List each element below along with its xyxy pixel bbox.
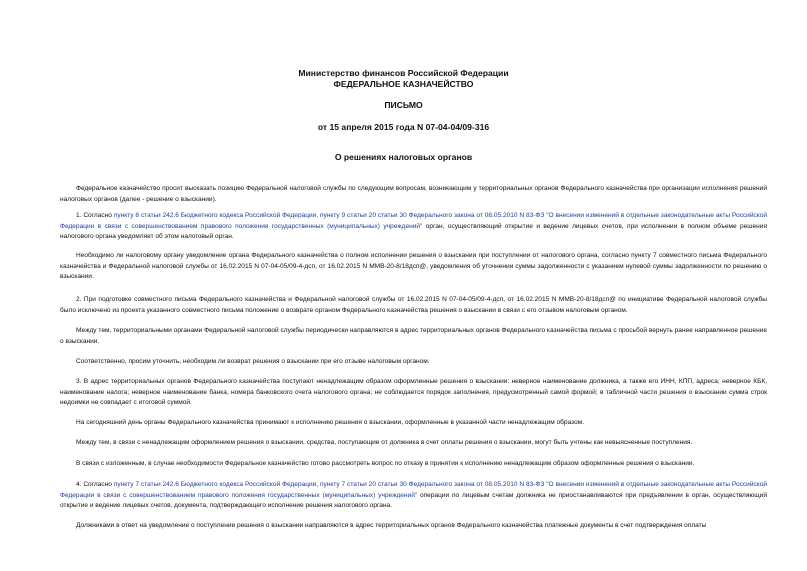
paragraph-2-request: Соответственно, просим уточнить, необходим ли возврат решения о взыскании при его отзыве налоговым органом. (76, 358, 430, 365)
paragraph-3: 3. В адрес территориальных органов Федерального казначейства поступают ненадлежащим образом оформленные решения о взыскании: неверное наименование должника, а также его ИНН, КПП, адреса; неверное КБК, наименование налога; неверное наименование банка, номера банковского счета налогового органа; не соблюдается порядок заполнения, предусмотренный самой формой; в табличной части решения о взыскании сумма строк недоимки не совпадает с итоговой суммой. (60, 378, 767, 407)
paragraph-1 (60, 211, 767, 243)
paragraph-3-issue: Между тем, в связи с ненадлежащим оформлением решения о взыскании, средства, поступающие от должника в счет оплаты решения о взыскании, могут быть учтены как невыясненные поступления. (76, 439, 693, 446)
paragraph-1-question: Необходимо ли налоговому органу уведомление органа Федерального казначейства о полном исполнении решения о взыскании при поступлении от налогового органа, согласно пункту 7 совместного письма Федерального казначейства и Федеральной налоговой службы от 16.02.2015 N 07-04-05/09-4-дсп, от 16.02.2015 N ММВ-20-8/18дсп@, уведомления об уточнении суммы задолженности с указанием нулевой суммы задолженности по решению о взыскании. (60, 252, 767, 281)
paragraph-4-prefix: 4. Согласно (76, 481, 114, 488)
paragraph-2-context: Между тем, территориальными органами Федеральной налоговой службы периодически направляются в адрес территориальных органов Федерального казначейства письма с просьбой вернуть ранее направленное решение о взыскании. (60, 327, 767, 345)
paragraph-4-suffix: операции по лицевым счетам должника не приостанавливаются при предъявлении в орган, осуществляющий открытие и ведение лицевых счетов, документа, подтверждающего исполнение решения налогового органа. (60, 491, 767, 510)
paragraph-intro: Федеральное казначейство просит высказать позицию Федеральной налоговой службы по следующим вопросам, возникающим у территориальных органов Федерального казначейства при организации исполнения решений налоговых органов (далее - решение о взыскании). (60, 185, 767, 203)
document-date-number: от 15 апреля 2015 года N 07-04-04/09-316 (317, 122, 490, 132)
paragraph-4 (60, 480, 767, 512)
document-subject: О решениях налоговых органов (334, 152, 473, 162)
agency-name: ФЕДЕРАЛЬНОЕ КАЗНАЧЕЙСТВО (333, 79, 474, 89)
paragraph-1-prefix: 1. Согласно (76, 212, 114, 219)
legal-reference-link-1[interactable]: пункту 8 статьи 242.6 Бюджетного кодекса Российской Федерации, пункту 9 статьи 20 статьи 30 Федерального закона от 08.05.2010 N 83-ФЗ "О внесении изменений в отдельные законодательные акты Российской Федерации в связи с совершенствованием правового положения государственных (муниципальных) учреждений" (60, 212, 767, 230)
legal-reference-link-2[interactable]: пункту 7 статьи 242.6 Бюджетного кодекса Российской Федерации, пункту 7 статьи 20 статьи 30 Федерального закона от 08.05.2010 N 83-ФЗ "О внесении изменений в отдельные законодательные акты Российской Федерации в связи с совершенствованием правового положения государственных (муниципальных) учреждений" (60, 481, 767, 499)
document-type: ПИСЬМО (384, 100, 423, 110)
paragraph-1-suffix: орган, осуществляющий открытие и ведение лицевых счетов, при исполнении в полном объеме решения налогового органа уведомляет об этом налоговый орган. (60, 222, 768, 241)
paragraph-3-current: На сегодняшний день органы Федерального казначейства принимают к исполнению решения о взыскании, оформленные в указанной части ненадлежащим образом. (76, 419, 585, 426)
paragraph-4-debtors: Должниками в ответ на уведомление о поступлении решения о взыскании направляются в адрес территориальных органов Федерального казначейства платежные документы в счет подтверждения оплаты (76, 522, 707, 529)
paragraph-3-proposal: В связи с изложенным, в случае необходимости Федеральное казначейство готово рассмотреть вопрос по отказу в принятии к исполнению ненадлежащим образом оформленные решения о взыскании. (76, 460, 695, 467)
ministry-name: Министерство финансов Российской Федерации (298, 68, 509, 78)
paragraph-2: 2. При подготовке совместного письма Федерального казначейства и Федеральной налоговой службы от 16.02.2015 N 07-04-05/09-4-дсп, от 16.02.2015 N ММВ-20-8/18дсп@ по инициативе Федеральной налоговой службы было исключено из проекта указанного совместного письма положение о возврате органом Федерального казначейства решения о взыскании в связи с его отзывом налоговым органом. (60, 296, 767, 314)
